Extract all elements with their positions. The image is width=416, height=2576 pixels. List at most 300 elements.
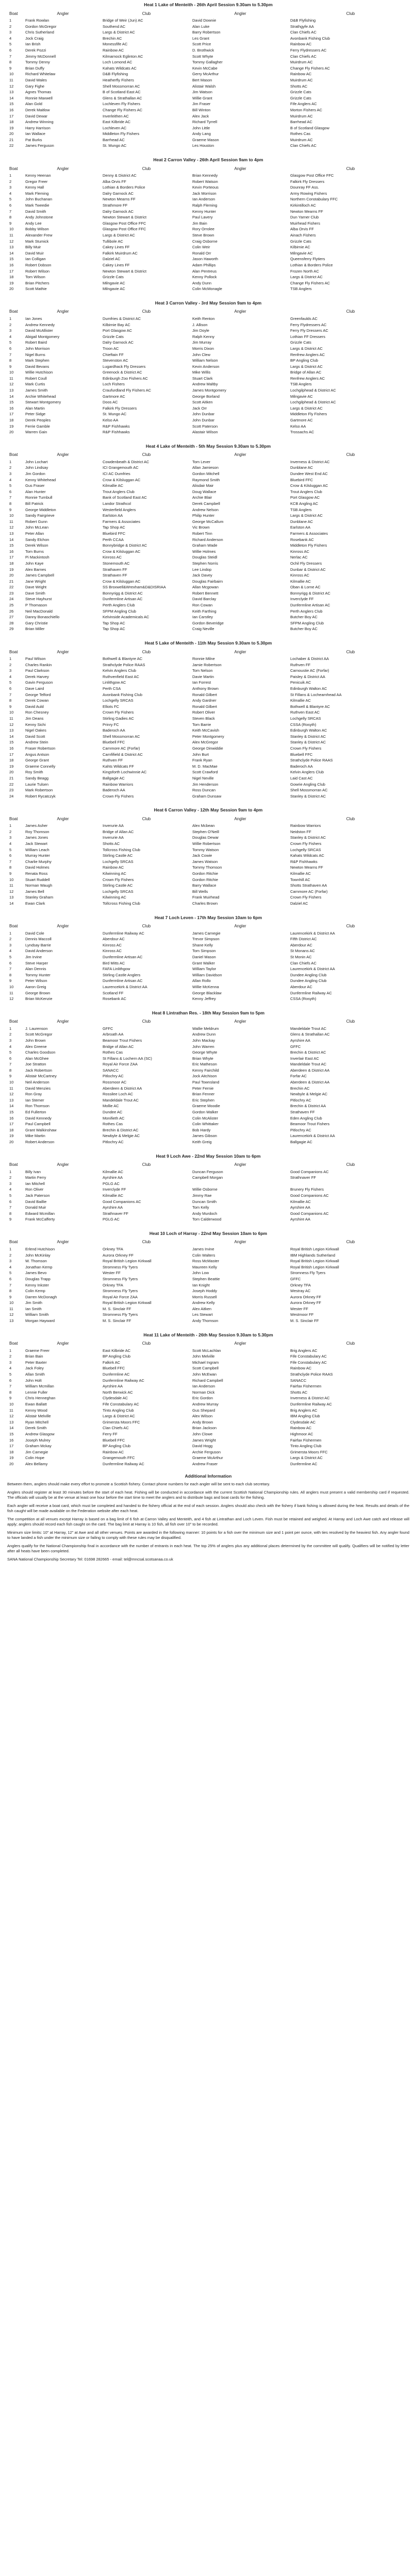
boat-number: 8 (9, 1389, 12, 1395)
boat-number: 2 (9, 1175, 12, 1180)
angler-name: Philip Hunter (192, 513, 214, 518)
boat-number: 7 (9, 209, 12, 214)
table-row (7, 554, 412, 561)
club-name: Edinburgh Walton AC (290, 728, 327, 733)
boat-number: 2 (9, 1032, 12, 1037)
heat-table-header-row (7, 815, 412, 823)
club-name: Ochil Fly Dressers (290, 561, 322, 566)
club-name: St Monans AC (290, 948, 315, 954)
club-name: Largs & District AC (290, 275, 323, 280)
boat-number: 20 (9, 1461, 14, 1466)
club-name: Monessfife AC (103, 42, 128, 47)
boat-number: 9 (9, 1074, 12, 1079)
angler-name: Frank Rowlan (25, 18, 49, 23)
table-row (7, 316, 412, 322)
angler-name: Paul Clarkson (25, 668, 49, 673)
club-name: Paisley & District AA (290, 674, 325, 679)
angler-name: Tommy Hunter (25, 972, 51, 977)
club-name: Renfrew Anglers AC (290, 352, 325, 357)
table-row (7, 369, 412, 376)
heat-section (7, 442, 409, 632)
boat-number: 3 (9, 1181, 12, 1186)
angler-name: Gordon Ritchie (192, 871, 219, 876)
angler-name: David Kennedy (25, 1115, 52, 1121)
boat-number: 1 (9, 18, 12, 23)
club-name: Strathclyde Police RAAS (290, 1372, 333, 1377)
club-name: Stevenston AC (103, 358, 128, 363)
heat-table-header-row (7, 922, 412, 930)
angler-name: Darren McDonagh (25, 1294, 57, 1299)
angler-name: Alan Martin (25, 405, 45, 411)
angler-name: Keith Greig (192, 1140, 212, 1144)
table-row (7, 841, 412, 847)
angler-name: John Brown (25, 1038, 46, 1043)
boat-number: 8 (9, 358, 12, 363)
table-row (7, 107, 412, 113)
club-name: Perth Anglers Club (290, 608, 323, 614)
table-row (7, 221, 412, 227)
angler-header: Angler (234, 924, 246, 929)
angler-name: Doug Wallace (192, 489, 217, 494)
angler-name: Mark Stumick (25, 239, 49, 244)
angler-name: David Cole (25, 930, 44, 936)
table-row (7, 513, 412, 519)
angler-name: Jane Wright (25, 579, 46, 584)
club-name: Kirkintilloch AC (290, 203, 317, 208)
club-name: Stanley & District AC (290, 740, 326, 745)
angler-name: Angus Antson (25, 752, 49, 757)
angler-header: Angler (234, 816, 246, 821)
angler-name: David Hogg (192, 1444, 213, 1449)
angler-name: Jimmy Rae (192, 1193, 212, 1198)
angler-name: Mike Willis (192, 370, 211, 375)
boat-number: 2 (9, 179, 12, 184)
club-name: Inverness & District AC (290, 1396, 330, 1401)
angler-name: Sandy Elchon (25, 537, 49, 542)
boat-number: 16 (9, 745, 14, 751)
club-name: Grizzle Cats (103, 275, 124, 280)
boat-number: 6 (9, 686, 12, 691)
club-name: Kilwinning AC (103, 895, 126, 900)
angler-name: Gregor Freer (25, 179, 48, 184)
boat-number: 8 (9, 1211, 12, 1216)
table-row (7, 399, 412, 405)
table-row (7, 244, 412, 250)
angler-name: Brian Bain (25, 1354, 43, 1359)
heat-table (7, 1161, 412, 1223)
boat-number: 12 (9, 1414, 14, 1419)
angler-name: James Wright (192, 1437, 216, 1443)
table-row (7, 322, 412, 328)
club-name: KCB Angling AC (290, 501, 319, 506)
boat-number: 4 (9, 36, 12, 41)
boat-number: 4 (9, 1044, 12, 1049)
club-name: B of Scotland East AC (103, 90, 141, 95)
club-name: Westerfield Anglers (103, 507, 136, 512)
info-paragraph: Anglers qualify for the National Championship final in accordance with the number of entrants in each heat. The top 25% of anglers plus any additional places determined by the committee will qualify. Qualifiers will be notified by letter after all heats have been completed. (7, 1543, 409, 1553)
club-name: Forfar AC (290, 1074, 307, 1079)
boat-number: 7 (9, 859, 12, 864)
table-row (7, 596, 412, 602)
club-name: Rainbow AC (103, 865, 124, 870)
club-name: Shotts AC (290, 83, 308, 89)
angler-name: W. Thomson (25, 1259, 47, 1264)
angler-name: Colin Walters (192, 1252, 215, 1258)
heat-section (7, 638, 409, 799)
club-name: Kilwinning AC (103, 871, 126, 876)
club-name: Alba Orvis FF (290, 227, 314, 232)
club-name: Bird Mitts AC (103, 960, 125, 965)
angler-name: John Warren (192, 1044, 214, 1049)
boat-number: 16 (9, 107, 14, 112)
heat-table-header-row (7, 1340, 412, 1348)
club-name: Laurencekirk & District AA (290, 1133, 335, 1139)
club-name: Strathmore FF (103, 203, 128, 208)
angler-name: Lee Lindop (192, 567, 212, 572)
club-name: Rosebank AC (103, 996, 126, 1002)
boat-number: 10 (9, 984, 14, 989)
boat-header: Boat (9, 166, 18, 171)
club-name: Aberdeen & District AA (290, 1067, 330, 1073)
additional-information-body (7, 1482, 409, 1562)
boat-number: 17 (9, 268, 14, 274)
angler-name: John Clew (192, 352, 211, 357)
boat-number: 19 (9, 1133, 14, 1139)
angler-name: Donald Muir (25, 1205, 46, 1210)
club-name: Change Fly Fishers AC (103, 107, 143, 112)
boat-number: 15 (9, 740, 14, 745)
angler-name: Norman Waugh (25, 883, 53, 888)
angler-name: Alex Jack (192, 113, 209, 118)
club-name: Fife Constabulary AC (290, 1354, 327, 1359)
club-name: SANACC (103, 1067, 119, 1073)
club-name: Glasgow Post Office FFC (103, 221, 146, 226)
angler-name: Maureen Kelly (192, 1264, 217, 1269)
angler-name: James Smith (25, 388, 48, 393)
angler-name: George Brown (25, 990, 51, 995)
club-name: Greenfaulds AC (290, 316, 318, 321)
angler-name: Alan Dennis (25, 967, 46, 972)
club-name: Aurora Orkney FF (290, 1294, 322, 1299)
boat-number: 8 (9, 60, 12, 65)
club-name: Strathaven FF (290, 1110, 315, 1115)
club-name: Lochleven AC (103, 125, 127, 130)
table-row (7, 698, 412, 704)
angler-name: Richard Campbell (192, 1378, 223, 1383)
club-name: Kinross AC (103, 942, 122, 947)
club-name: St Fillans & Lochern AA (SC) (103, 1056, 152, 1061)
angler-name: Gary Fighe (25, 83, 45, 89)
angler-name: P Thomason (25, 603, 47, 608)
boat-number: 4 (9, 191, 12, 196)
club-name: Kilbirnie Bay AC (103, 322, 130, 327)
angler-name: Kevin Anderson (192, 364, 220, 369)
heat-table (7, 1340, 412, 1467)
club-name: Brig Anglers AC (290, 1408, 318, 1413)
table-row (7, 656, 412, 662)
angler-name: Barry Robertson (192, 30, 221, 35)
angler-name: John Melville (192, 1354, 215, 1359)
angler-name: Barry Wallace (192, 883, 217, 888)
angler-name: Pi Mackintosh (25, 555, 49, 560)
club-name: Inverleithen AC (103, 113, 129, 118)
angler-name: Andrew Dunn (192, 1032, 216, 1037)
angler-name: Peter Fernie (192, 1086, 214, 1091)
club-name: Stanley & District AC (290, 835, 326, 840)
boat-number: 5 (9, 680, 12, 685)
heat-table-header-row (7, 1238, 412, 1246)
table-row (7, 24, 412, 30)
boat-number: 19 (9, 567, 14, 572)
boat-number: 25 (9, 603, 14, 608)
club-header: Club (142, 1341, 151, 1346)
club-name: Stirling Castle AC (103, 853, 133, 858)
club-name: R&P Fishhawks (103, 423, 130, 429)
angler-name: Frank McCafferty (25, 1217, 55, 1222)
club-name: Bank of Scotland East AC (103, 495, 147, 500)
angler-name: Derek Wilson (25, 543, 48, 548)
angler-name: Robert Anderson (25, 1140, 55, 1144)
angler-name: Rory Orrolee (192, 227, 214, 232)
club-name: SS Broxwell&Wrexham&D&DISRIAA (103, 585, 166, 590)
table-row (7, 387, 412, 394)
club-name: Shotts Strathaven AA (290, 883, 327, 888)
angler-name: Morgan Hayward (25, 1318, 55, 1324)
table-row (7, 984, 412, 990)
angler-name: Robert Dobson (25, 262, 52, 267)
angler-name: Vic Brown (192, 525, 210, 530)
boat-number: 8 (9, 865, 12, 870)
table-row (7, 602, 412, 608)
angler-name: Kenny Hall (25, 185, 44, 190)
club-name: Fairfax Fishermen (290, 1384, 322, 1389)
angler-name: Danny Bonaschiello (25, 615, 60, 620)
angler-name: Jim Bain (192, 221, 207, 226)
club-name: Kilbirnie AC (290, 245, 310, 250)
angler-name: Willie Robertson (192, 841, 221, 846)
club-name: Dunblane AC (290, 519, 313, 524)
angler-name: George McCallum (192, 519, 224, 524)
boat-number: 10 (9, 710, 14, 715)
club-name: Rossmoor AC (103, 1080, 127, 1085)
boat-number: 20 (9, 573, 14, 578)
angler-name: John Buchanan (25, 197, 53, 202)
table-row (7, 1318, 412, 1324)
boat-number: 12 (9, 722, 14, 727)
boat-number: 17 (9, 555, 14, 560)
angler-name: J. Laurenson (25, 1026, 48, 1031)
angler-name: Trevor Simpson (192, 937, 220, 942)
club-name: Royal Air Force ZAA (103, 1062, 138, 1067)
table-row (7, 674, 412, 680)
angler-name: Paul Campbell (25, 1122, 51, 1127)
angler-name: Jack Orr (192, 405, 207, 411)
club-name: M. S. Sinclair FF (103, 1318, 131, 1324)
club-name: Army Rowing Fishers (290, 191, 327, 196)
angler-name: Ian Carstley (192, 615, 213, 620)
boat-number: 11 (9, 519, 13, 524)
club-name: Arbroath AA (103, 1032, 124, 1037)
boat-number: 16 (9, 549, 14, 554)
boat-number: 20 (9, 286, 14, 292)
club-name: Largs & District AC (290, 405, 323, 411)
boat-number: 15 (9, 543, 14, 548)
table-row (7, 113, 412, 120)
table-row (7, 125, 412, 131)
angler-name: Alan Hunter (25, 489, 46, 494)
club-name: Brig Anglers AC (290, 1348, 318, 1353)
angler-name: Gordon McGregor (25, 24, 57, 29)
boat-number: 9 (9, 1294, 12, 1299)
angler-name: Andrew Glasgow (25, 1431, 55, 1436)
angler-name: Jack Cowie (192, 853, 212, 858)
angler-name: Andy Brown (192, 1419, 213, 1425)
angler-name: Stanley Graham (25, 895, 54, 900)
boat-header: Boat (9, 649, 18, 654)
club-name: Earlston AA (290, 525, 311, 530)
angler-name: John Holt (25, 1378, 42, 1383)
table-row (7, 119, 412, 125)
angler-header: Angler (234, 649, 246, 654)
boat-number: 5 (9, 1193, 12, 1198)
angler-name: John Dunbar (192, 412, 214, 417)
club-name: Farmers & Associates (290, 531, 328, 536)
club-name: Ruthven East AC (290, 710, 320, 715)
angler-name: Jim Deans (25, 716, 44, 721)
club-name: Loch Lomond AC (103, 60, 132, 65)
club-name: B of Scotland Glasgow (290, 125, 329, 130)
table-row (7, 1103, 412, 1109)
angler-name: John Morrison (25, 346, 50, 351)
angler-name: Tom Barrie (192, 722, 211, 727)
angler-name: Kevin Porteous (192, 185, 219, 190)
table-row (7, 352, 412, 358)
club-name: Dundee Angling Club (290, 978, 327, 984)
table-row (7, 793, 412, 800)
angler-name: Scott McGregor (25, 1032, 53, 1037)
angler-name: Alex Greene (25, 1044, 47, 1049)
club-name: Shotts AC (103, 841, 120, 846)
boat-number: 18 (9, 120, 14, 125)
boat-number: 19 (9, 1455, 14, 1461)
club-name: Largs & District AC (290, 346, 323, 351)
angler-name: Frank Muirhead (192, 895, 220, 900)
table-row (7, 346, 412, 352)
club-name: Good Companions AC (103, 1199, 141, 1204)
angler-name: James Carnegie (192, 930, 221, 936)
club-name: Mandeldale Trout AC (290, 1062, 327, 1067)
club-header: Club (142, 11, 151, 16)
table-row (7, 1449, 412, 1455)
angler-name: Willie Grant (192, 95, 212, 100)
boat-number: 3 (9, 30, 12, 35)
club-name: Muirdrum AC (290, 113, 313, 118)
club-name: Butcher Boy AC (290, 626, 318, 632)
club-name: Butcher Boy AC (290, 615, 318, 620)
club-name: Fife Anglers AC (290, 101, 317, 107)
angler-name: Willie Osborne (192, 1187, 218, 1192)
angler-name: Stephen Beattie (192, 1276, 220, 1281)
club-name: Landor Strathcol (103, 501, 131, 506)
angler-name: John Lochart (25, 459, 48, 464)
angler-name: Stephen Norris (192, 561, 219, 566)
club-name: Wester FF (290, 1306, 308, 1311)
heat-title: Heat 4 Lake of Menteith - 5th May Session 9.30am to 5.30pm (145, 443, 271, 449)
table-row (7, 1395, 412, 1401)
angler-name: Allan Rollo (192, 978, 211, 984)
club-name: Middleton Fly Fishers (103, 131, 140, 137)
club-name: Largs & District AC (290, 1455, 323, 1461)
angler-name: David Auld (25, 704, 44, 709)
club-name: Ayrshire AA (103, 1175, 123, 1180)
club-name: Baderoch AA (103, 728, 125, 733)
club-name: Kilmallie AC (290, 579, 311, 584)
angler-name: Robert Oliver (192, 710, 215, 715)
table-row (7, 1276, 412, 1282)
boat-number: 21 (9, 579, 14, 584)
angler-name: Anthony Brown (192, 686, 219, 691)
table-row (7, 495, 412, 501)
club-name: ICI Grangemouth AC (103, 465, 139, 470)
club-name: Bluebell FFC (103, 740, 125, 745)
angler-name: Robert Wilson (25, 268, 50, 274)
club-name: Kelvin Anglers Club (103, 668, 137, 673)
angler-name: Les Houston (192, 143, 214, 148)
table-row (7, 572, 412, 579)
club-name: BP Angling Club (290, 358, 319, 363)
club-name: Milngavie AC (290, 250, 313, 256)
angler-name: Kenny Pollock (192, 275, 217, 280)
angler-name: Billy Muir (25, 245, 41, 250)
heat-table (7, 1238, 412, 1324)
club-name: Lothian & Borders Police (290, 262, 333, 267)
table-row (7, 256, 412, 262)
boat-number: 6 (9, 853, 12, 858)
boat-number: 14 (9, 1426, 14, 1431)
boat-number: 3 (9, 1038, 12, 1043)
info-paragraph: SANA National Championship Secretary Tel: 01698 282665 - email: tel@mncsal.scotsanaa.co.uk (7, 1556, 173, 1562)
boat-number: 10 (9, 513, 14, 518)
club-header: Club (346, 649, 355, 654)
club-name: Crow & Kilsluggan AC (103, 579, 141, 584)
angler-name: Alex Aitken (192, 1306, 212, 1311)
club-name: Stromness Fly Tyers (290, 1270, 326, 1276)
club-name: Dalry Garnock AC (103, 340, 134, 345)
table-row (7, 173, 412, 179)
angler-name: Alex Wilson (192, 1414, 213, 1419)
club-name: Stirling Gadies AC (103, 716, 134, 721)
club-name: Kahats Wildcats AC (290, 853, 324, 858)
table-row (7, 334, 412, 340)
boat-number: 12 (9, 382, 14, 387)
angler-name: Dennis Maccoll (25, 937, 52, 942)
club-name: Denny & District AC (103, 173, 137, 178)
angler-name: John McKinlay (25, 1252, 51, 1258)
table-row (7, 202, 412, 209)
club-name: Crown Fly Fishers (103, 710, 134, 715)
club-name: Stanley & District AC (290, 734, 326, 739)
club-name: Crown Fly Fishers (290, 841, 322, 846)
angler-name: Graham Dunsaw (192, 793, 222, 799)
angler-name: Graeme Mason (192, 137, 219, 142)
table-row (7, 1086, 412, 1092)
club-name: Kilmallie AC (290, 871, 311, 876)
angler-name: George Grant (25, 758, 49, 763)
table-row (7, 1431, 412, 1437)
boat-number: 9 (9, 1217, 12, 1222)
club-name: Newton Mearns FF (103, 197, 136, 202)
angler-name: Wallie Meldrum (192, 1026, 219, 1031)
